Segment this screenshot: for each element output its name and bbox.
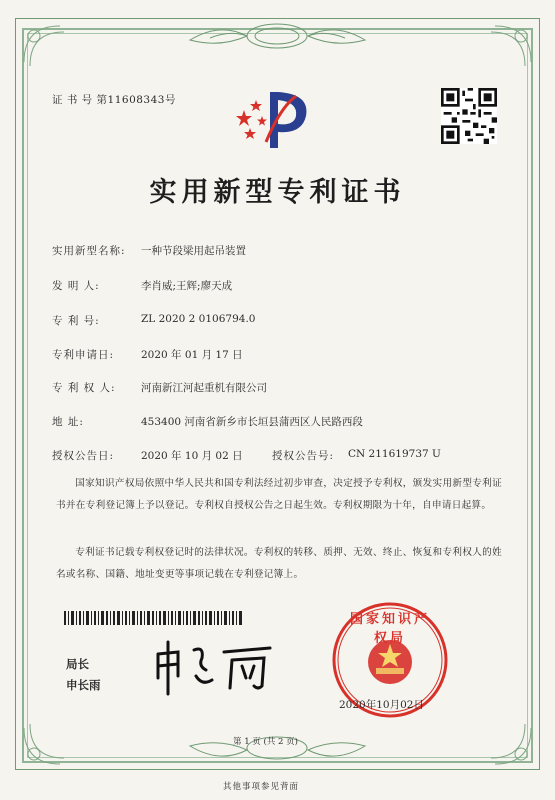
qr-code — [441, 88, 497, 144]
certificate-number-label: 证 书 号 — [52, 94, 93, 106]
corner-ornament-tl — [20, 22, 80, 82]
paragraph-decision: 国家知识产权局依照中华人民共和国专利法经过初步审查，决定授予专利权，颁发实用新型专利证书并在专利登记簿上予以登记。专利权自授权公告之日起生效。专利权期限为十年，自申请日起算。 — [56, 478, 502, 511]
field-label-application-date: 专利申请日: — [52, 349, 115, 361]
signature-title: 局长 — [66, 657, 89, 671]
field-value-inventor: 李肖威;王辉;廖天成 — [141, 280, 233, 292]
field-value-name: 一种节段梁用起吊装置 — [141, 245, 246, 257]
field-label-grant-number: 授权公告号: — [272, 450, 335, 462]
certificate-number — [52, 92, 176, 107]
footer-note: 其他事项参见背面 — [223, 782, 300, 792]
certificate-title: 实用新型专利证书 — [149, 177, 406, 208]
barcode — [64, 611, 242, 625]
seal-date: 2020年10月02日 — [339, 699, 424, 711]
bottom-ornament — [180, 728, 375, 768]
certificate-number-value: 第11608343号 — [96, 94, 176, 106]
field-value-address: 453400 河南省新乡市长垣县蒲西区人民路西段 — [141, 416, 363, 428]
corner-ornament-tr — [475, 22, 535, 82]
field-value-application-date: 2020 年 01 月 17 日 — [141, 349, 243, 361]
field-label-name: 实用新型名称: — [52, 245, 126, 257]
field-label-address: 地 址: — [52, 416, 84, 428]
corner-ornament-bl — [20, 708, 80, 768]
top-ornament — [180, 18, 375, 58]
cnipa-logo — [236, 88, 316, 150]
field-label-grant-date: 授权公告日: — [52, 450, 115, 462]
field-value-patent-number: ZL 2020 2 0106794.0 — [141, 313, 256, 325]
seal-text: 国家知识产权局 — [349, 612, 430, 646]
field-value-grant-number: CN 211619737 U — [348, 448, 441, 460]
corner-ornament-br — [475, 708, 535, 768]
field-value-grant-date: 2020 年 10 月 02 日 — [141, 450, 243, 462]
handwritten-signature — [150, 636, 280, 696]
field-label-patentee: 专 利 权 人: — [52, 382, 116, 394]
signature-name: 申长雨 — [66, 678, 101, 692]
field-value-patentee: 河南新江河起重机有限公司 — [141, 382, 267, 394]
page-indicator: 第 1 页 (共 2 页) — [233, 737, 298, 747]
field-label-inventor: 发 明 人: — [52, 280, 100, 292]
field-label-patent-number: 专 利 号: — [52, 315, 100, 327]
paragraph-legal-status: 专利证书记载专利权登记时的法律状况。专利权的转移、质押、无效、终止、恢复和专利权人的姓名或名称、国籍、地址变更等事项记载在专利登记簿上。 — [56, 547, 502, 580]
